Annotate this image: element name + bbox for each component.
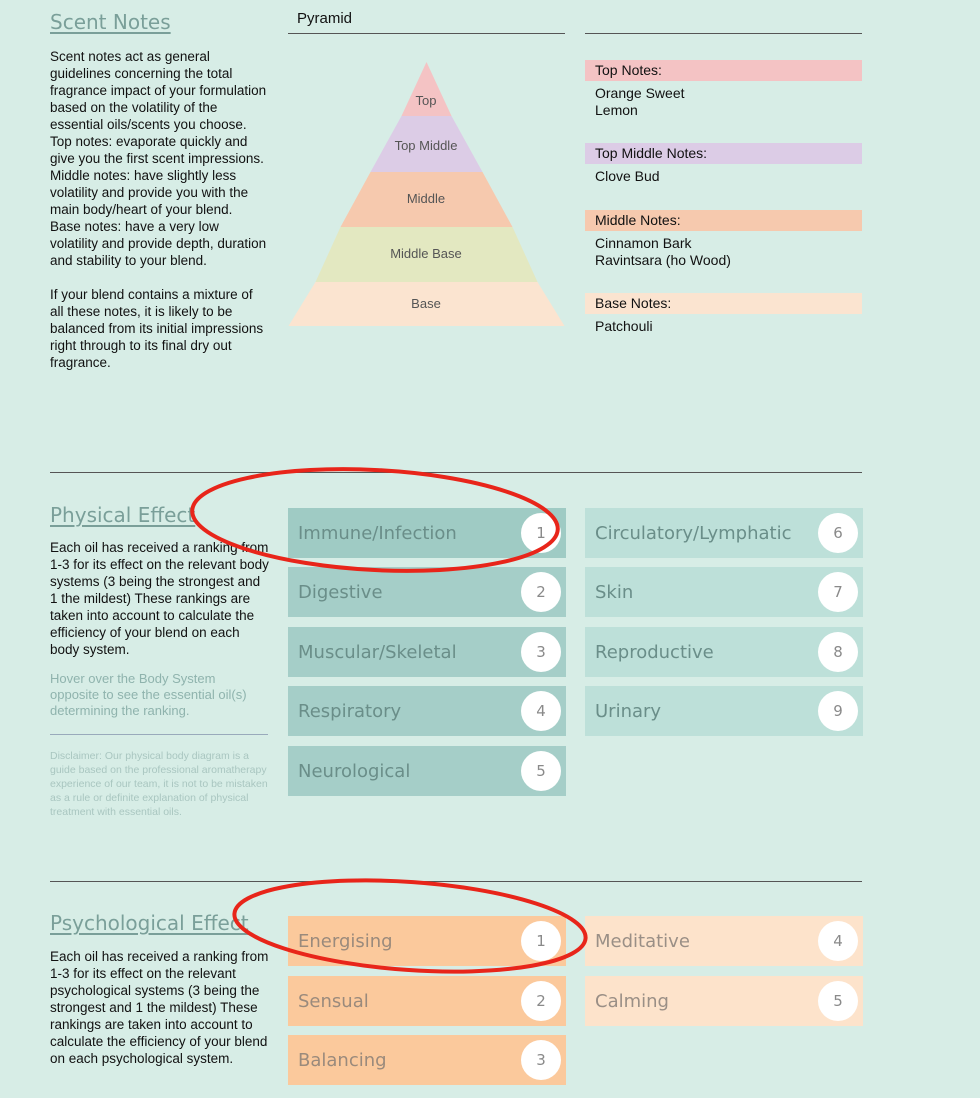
rank-badge: 3	[521, 1040, 561, 1080]
psych-system-label: Balancing	[298, 1049, 387, 1071]
rank-badge: 2	[521, 572, 561, 612]
psych-system-meditative[interactable]	[585, 916, 863, 966]
top-middle-notes-header: Top Middle Notes:	[585, 143, 862, 164]
psych-system-label: Calming	[595, 990, 669, 1012]
base-notes-text: Base notes: have a very low volatility and provide depth, duration and stability to your blend.	[50, 219, 267, 268]
middle-notes-list	[595, 235, 731, 269]
disclaimer-divider	[50, 734, 268, 735]
pyramid-label-middle: Middle	[406, 191, 446, 206]
rank-badge: 4	[521, 691, 561, 731]
scent-pyramid	[288, 62, 565, 328]
physical-effect-title: Physical Effect	[50, 503, 196, 527]
body-system-label: Reproductive	[595, 641, 714, 663]
hover-hint: Hover over the Body System opposite to see the essential oil(s) determining the ranking.	[50, 671, 247, 718]
body-system-label: Skin	[595, 581, 634, 603]
rank-badge: 5	[521, 751, 561, 791]
rank-badge: 7	[818, 572, 858, 612]
disclaimer-text: Disclaimer: Our physical body diagram is a guide based on the professional aromatherapy experience of our team, it is not to be mistaken as a rule or definite explanation of physical treatment with essential oils.	[50, 750, 268, 818]
rank-badge: 4	[818, 921, 858, 961]
psych-system-balancing[interactable]	[288, 1035, 566, 1085]
rank-badge: 1	[521, 513, 561, 553]
note-item: Ravintsara (ho Wood)	[595, 252, 731, 268]
note-item: Lemon	[595, 102, 638, 118]
rank-badge: 9	[818, 691, 858, 731]
rank-badge: 8	[818, 632, 858, 672]
notes-divider	[585, 33, 862, 34]
pyramid-label-top-middle: Top Middle	[394, 138, 458, 153]
physical-effect-description: Each oil has received a ranking from 1-3 for its effect on the relevant body systems (3 being the strongest and 1 the mildest) These rankings are taken into account to calculate the efficiency of your blend on each body system.	[50, 540, 269, 657]
psych-system-label: Sensual	[298, 990, 369, 1012]
body-system-label: Urinary	[595, 700, 662, 722]
annotation-circle-physical	[185, 462, 575, 582]
scent-notes-title: Scent Notes	[50, 10, 171, 34]
psych-system-sensual[interactable]	[288, 976, 566, 1026]
body-system-neurological[interactable]	[288, 746, 566, 796]
rank-badge: 6	[818, 513, 858, 553]
pyramid-label: Pyramid	[297, 10, 353, 27]
rank-badge: 1	[521, 921, 561, 961]
pyramid-label-top: Top	[415, 93, 437, 108]
body-system-circulatory[interactable]	[585, 508, 863, 558]
top-notes-header: Top Notes:	[585, 60, 862, 81]
note-item: Patchouli	[595, 318, 653, 334]
body-system-label: Immune/Infection	[298, 522, 457, 544]
top-middle-notes-list	[595, 168, 660, 185]
body-system-urinary[interactable]	[585, 686, 863, 736]
body-system-skin[interactable]	[585, 567, 863, 617]
scent-intro-text: Scent notes act as general guidelines concerning the total fragrance impact of your formulation based on the volatility of the essential oils/scents you choose.	[50, 49, 267, 132]
top-notes-list	[595, 85, 685, 119]
pyramid-label-base: Base	[411, 296, 441, 311]
rank-badge: 2	[521, 981, 561, 1021]
scent-notes-description	[50, 48, 268, 371]
pyramid-label-middle-base: Middle Base	[390, 246, 462, 261]
base-notes-list	[595, 318, 653, 335]
psych-system-label: Meditative	[595, 930, 690, 952]
psychological-effect-title: Psychological Effect	[50, 911, 249, 935]
psych-system-label: Energising	[298, 930, 393, 952]
body-system-label: Digestive	[298, 581, 383, 603]
note-item: Clove Bud	[595, 168, 660, 184]
body-system-label: Circulatory/Lymphatic	[595, 522, 792, 544]
body-system-label: Muscular/Skeletal	[298, 641, 457, 663]
middle-notes-header: Middle Notes:	[585, 210, 862, 231]
note-item: Cinnamon Bark	[595, 235, 692, 251]
psychological-effect-description: Each oil has received a ranking from 1-3 for its effect on the relevant psychological systems (3 being the strongest and 1 the mildest) These rankings are taken into account to calculate the efficiency of your blend on each psychological system.	[50, 949, 269, 1066]
middle-notes-text: Middle notes: have slightly less volatility and provide you with the main body/heart of your blend.	[50, 168, 249, 217]
body-system-muscular[interactable]	[288, 627, 566, 677]
annotation-circle-psychological	[228, 872, 598, 982]
rank-badge: 5	[818, 981, 858, 1021]
top-notes-text: Top notes: evaporate quickly and give you the first scent impressions.	[50, 134, 264, 166]
pyramid-divider	[288, 33, 565, 34]
blend-balance-text: If your blend contains a mixture of all these notes, it is likely to be balanced from its initial impressions right through to its final dry out fragrance.	[50, 287, 264, 370]
body-system-respiratory[interactable]	[288, 686, 566, 736]
body-system-label: Neurological	[298, 760, 411, 782]
body-system-reproductive[interactable]	[585, 627, 863, 677]
rank-badge: 3	[521, 632, 561, 672]
body-system-label: Respiratory	[298, 700, 402, 722]
psych-system-calming[interactable]	[585, 976, 863, 1026]
note-item: Orange Sweet	[595, 85, 685, 101]
base-notes-header: Base Notes:	[585, 293, 862, 314]
